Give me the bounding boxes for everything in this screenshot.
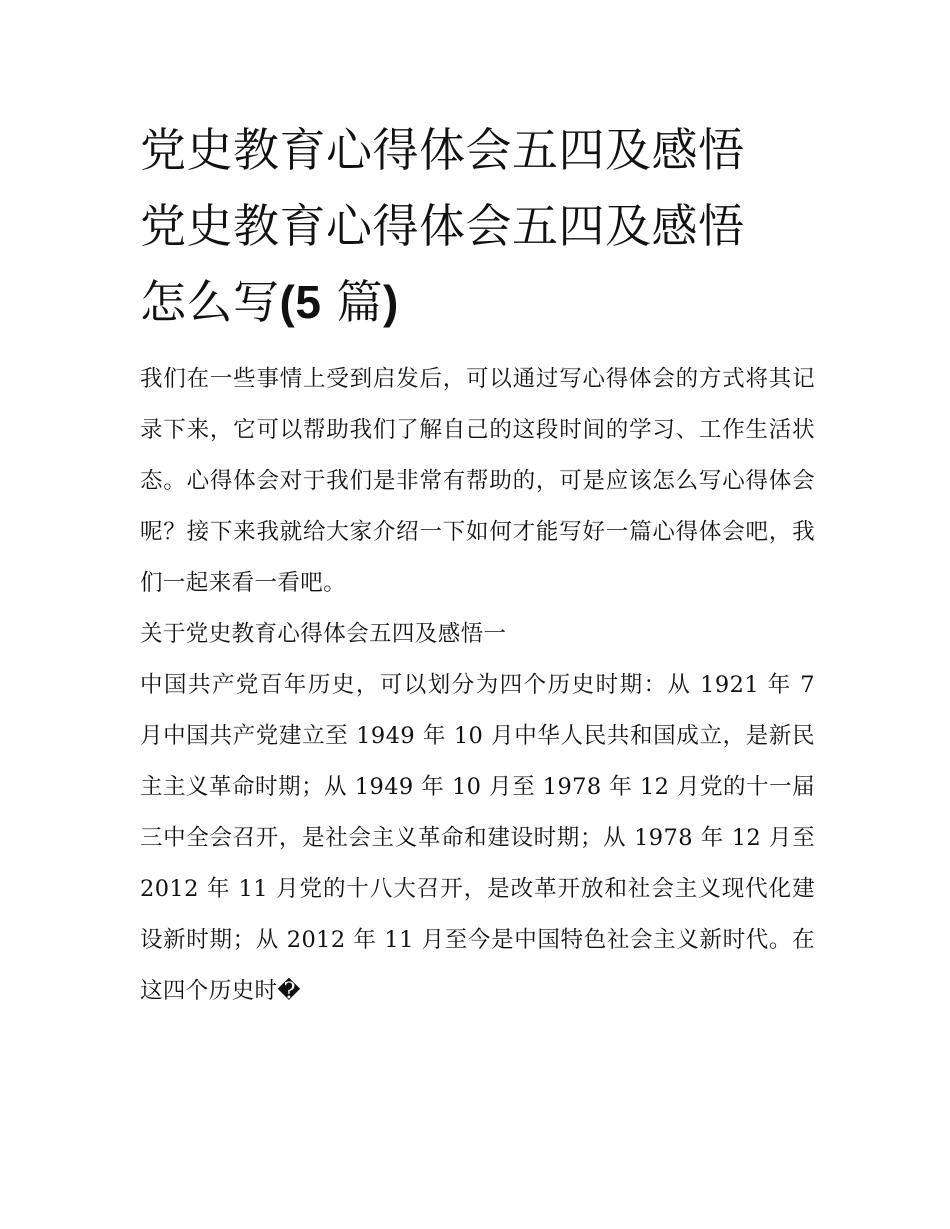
title-line-3-bold: (5 bbox=[279, 276, 322, 328]
title-line-2: 党史教育心得体会五四及感悟 bbox=[140, 199, 745, 253]
title-line-3-mid: 篇 bbox=[321, 275, 384, 329]
body-paragraph: 中国共产党百年历史，可以划分为四个历史时期：从 1921 年 7 月中国共产党建立至 1949 年 10 月中华人民共和国成立，是新民主主义革命时期；从 1949 年 10 月至 1978 年 12 月党的十一届三中全会召开，是社会主义革命和建设时期；从 1978 年 12 月至 2012 年 11 月党的十八大召开，是改革开放和社会主义现代化建设新时期；从 2012 年 11 月至今是中国特色社会主义新时代。在这四个历史时� bbox=[140, 672, 815, 1004]
title-line-1: 党史教育心得体会五四及感悟 bbox=[140, 123, 745, 177]
document-content bbox=[140, 112, 815, 1017]
section-heading: 关于党史教育心得体会五四及感悟一 bbox=[140, 621, 507, 647]
intro-paragraph: 我们在一些事情上受到启发后，可以通过写心得体会的方式将其记录下来，它可以帮助我们了解自己的这段时间的学习、工作生活状态。心得体会对于我们是非常有帮助的，可是应该怎么写心得体会呢？接下来我就给大家介绍一下如何才能写好一篇心得体会吧，我们一起来看一看吧。 bbox=[140, 366, 815, 596]
document-title bbox=[140, 112, 815, 340]
title-line-3-end: ) bbox=[383, 276, 399, 328]
title-line-3-prefix: 怎么写 bbox=[140, 275, 280, 329]
title-line-3 bbox=[140, 264, 815, 340]
